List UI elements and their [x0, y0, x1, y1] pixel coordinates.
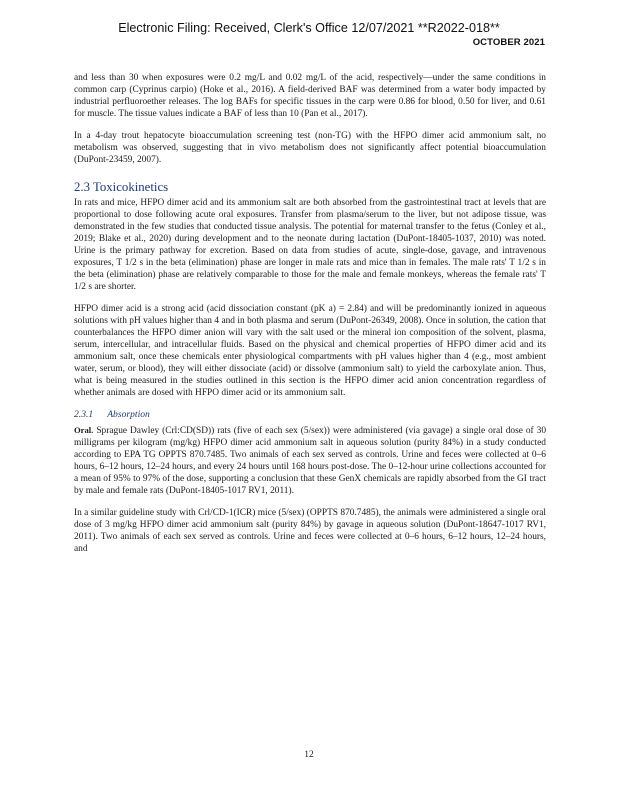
paragraph-bioaccumulation-carp: and less than 30 when exposures were 0.2 mg/L and 0.02 mg/L of the acid, respectively—under the same conditions in common carp (Cyprinus carpio) (Hoke et al., 2016). A field-derived BAF was determined from a water body impacted by industrial perfluoroether releases. The log BAFs for specific tissues in the carp were 0.86 for blood, 0.50 for liver, and 0.61 for muscle. The tissue values indicate a BAF of less than 10 (Pan et al., 2017). [74, 73, 546, 119]
paragraph-oral-rats [74, 424, 546, 497]
paragraph-hepatocyte-test: In a 4-day trout hepatocyte bioaccumulation screening test (non-TG) with the HFPO dimer acid ammonium salt, no metabolism was observed, suggesting that in vivo metabolism does not significantly affect potential bioaccumulation (DuPont-23459, 2007). [74, 131, 546, 165]
subsection-heading-absorption [74, 409, 546, 421]
page-body [74, 72, 546, 555]
paragraph-acid-dissociation: HFPO dimer acid is a strong acid (acid dissociation constant (pK a) = 2.84) and will be predominantly ionized in aqueous solutions with pH values higher than 4 and in both plasma and serum (DuPont-26349, 2008). Once in solution, the cation that counterbalances the HFPO dimer anion will vary with the salt used or the mineral ion composition of the solvent, plasma, serum, intercellular, and intracellular fluids. Based on the physical and chemical properties of HFPO dimer acid and its ammonium salt, once these chemicals enter physiological compartments with pH values higher than 4 (e.g., most ambient water, serum, or blood), they will either dissociate (acid) or dissolve (ammonium salt) to yield the carboxylate anion. Thus, what is being measured in the studies outlined in this section is the HFPO dimer acid anion concentration regardless of whether animals are dosed with HFPO dimer acid or its ammonium salt. [74, 304, 546, 398]
paragraph-leadin: Oral. [74, 425, 94, 435]
paragraph-toxicokinetics-summary: In rats and mice, HFPO dimer acid and its ammonium salt are both absorbed from the gastrointestinal tract at levels that are proportional to dose following acute oral exposures. Transfer from plasma/serum to the liver, but not adipose tissue, was demonstrated in the few studies that conducted tissue analysis. The potential for maternal transfer to the fetus (Conley et al., 2019; Blake et al., 2020) during development and to the neonate during lactation (DuPont-18405-1037, 2010) was noted. Urine is the primary pathway for excretion. Based on data from studies of acute, single-dose, gavage, and intravenous exposures, T 1/2 s in the beta (elimination) phase are longer in male rats and mice than in females. The male rats' T 1/2 s in the beta (elimination) phase are relatively comparable to those for the male and female monkeys, whereas the female rats' T 1/2 s are shorter. [74, 198, 546, 292]
subsection-title: Absorption [107, 409, 150, 420]
section-heading-toxicokinetics: 2.3 Toxicokinetics [74, 180, 169, 194]
subsection-number: 2.3.1 [74, 409, 94, 420]
paragraph-oral-rats-text: Sprague Dawley (Crl:CD(SD)) rats (five of each sex (5/sex)) were administered (via gavage) a single oral dose of 30 milligrams per kilogram (mg/kg) HFPO dimer acid ammonium salt in aqueous solution (purity 84%) in a study conducted according to EPA TG OPPTS 870.7485. Two animals of each sex served as controls. Urine and feces were collected at 0–6 hours, 6–12 hours, 12–24 hours, and every 24 hours until 168 hours post-dose. The 0–12-hour urine collections accounted for a mean of 95% to 97% of the dose, supporting a conclusion that these GenX chemicals are rapidly absorbed from the GI tract by male and female rats (DuPont-18405-1017 RV1, 2011). [74, 426, 547, 496]
filing-stamp: Electronic Filing: Received, Clerk's Office 12/07/2021 **R2022-018** [118, 21, 500, 35]
page-number: 12 [304, 750, 314, 760]
paragraph-oral-mice: In a similar guideline study with Crl/CD-1(ICR) mice (5/sex) (OPPTS 870.7485), the animals were administered a single oral dose of 3 mg/kg HFPO dimer acid ammonium salt (purity 84%) by gavage in aqueous solution (DuPont-18647-1017 RV1, 2011). Two animals of each sex served as controls. Urine and feces were collected at 0–6 hours, 6–12 hours, 12–24 hours, and [74, 508, 546, 554]
document-date: OCTOBER 2021 [472, 37, 545, 48]
